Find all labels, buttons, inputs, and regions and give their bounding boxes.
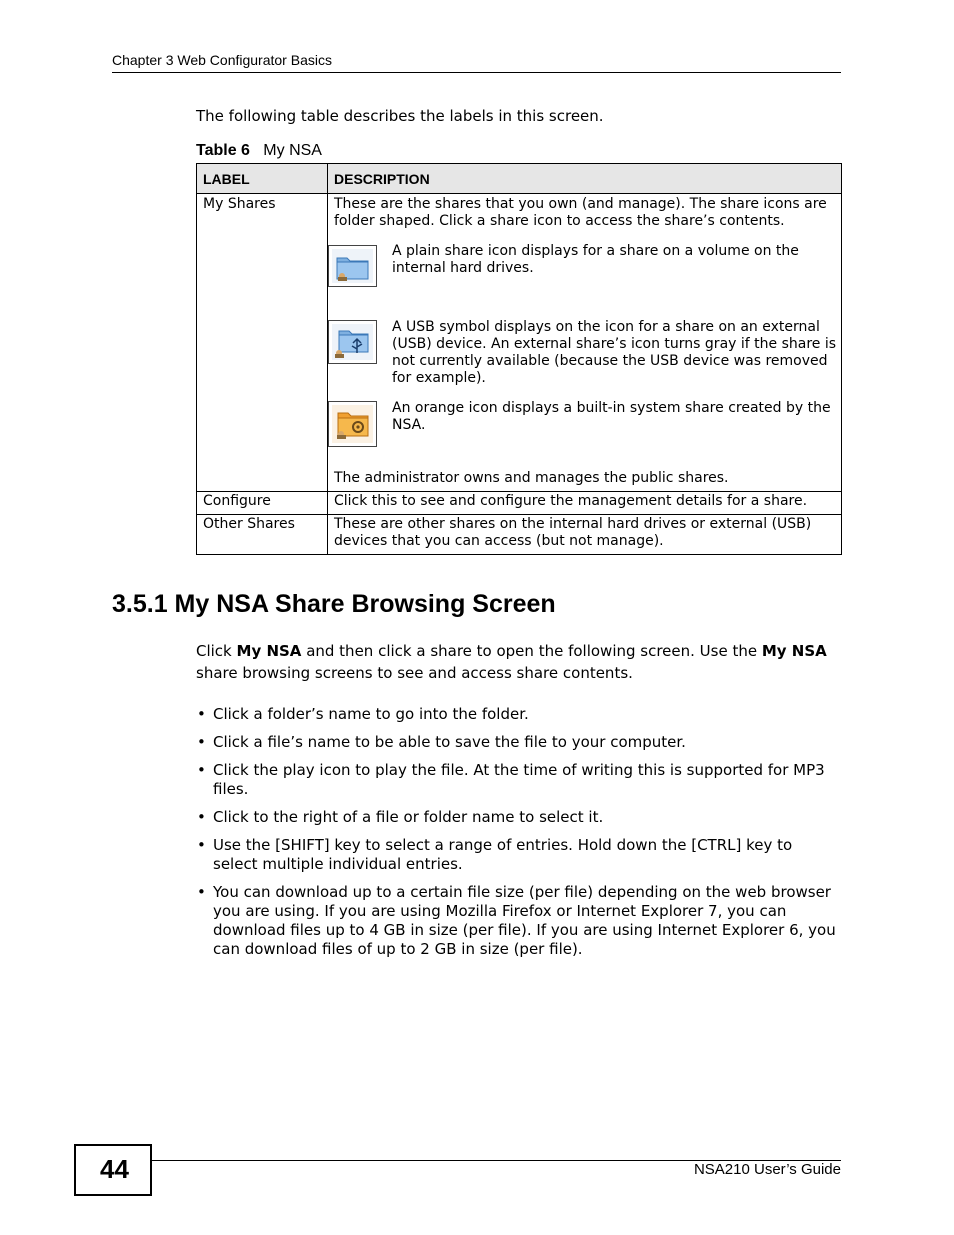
instruction-list <box>196 705 836 968</box>
para-text: share browsing screens to see and access share contents. <box>196 664 633 682</box>
section-paragraph <box>196 640 836 684</box>
para-text: Click <box>196 642 237 660</box>
table-row <box>197 194 842 492</box>
list-item: • Use the [SHIFT] key to select a range of entries. Hold down the [CTRL] key to select multiple individual entries. <box>196 836 836 874</box>
table-row <box>197 515 842 555</box>
list-item: • Click a file’s name to be able to save the file to your computer. <box>196 733 836 752</box>
row-label-configure: Configure <box>203 493 271 509</box>
page-number: 44 <box>100 1154 129 1184</box>
usb-share-text: A USB symbol displays on the icon for a share on an external (USB) device. An external share’s icon turns gray if the share is not currently available (because the USB device was removed for example). <box>392 319 837 386</box>
row-desc-other-shares: These are other shares on the internal hard drives or external (USB) devices that you can access (but not manage). <box>334 516 812 549</box>
plain-share-text: A plain share icon displays for a share on a volume on the internal hard drives. <box>392 243 799 276</box>
system-share-icon <box>328 401 377 447</box>
intro-text: The following table describes the labels in this screen. <box>196 107 604 125</box>
header-description: DESCRIPTION <box>328 164 842 194</box>
page-number-box <box>74 1144 152 1196</box>
row-desc-configure: Click this to see and configure the management details for a share. <box>334 493 808 509</box>
para-bold-my-nsa: My NSA <box>236 642 302 660</box>
usb-share-icon <box>328 320 377 364</box>
my-shares-description: These are the shares that you own (and manage). The share icons are folder shaped. Click a share icon to access the share’s contents. <box>334 196 827 229</box>
guide-title: NSA210 User’s Guide <box>693 1161 841 1178</box>
plain-share-row <box>328 243 841 303</box>
list-item: • Click the play icon to play the file. At the time of writing this is supported for MP3 files. <box>196 761 836 799</box>
section-heading: 3.5.1 My NSA Share Browsing Screen <box>112 590 556 618</box>
row-label-other-shares: Other Shares <box>203 516 295 532</box>
row-label-my-shares: My Shares <box>203 196 276 212</box>
para-text: and then click a share to open the following screen. Use the <box>301 642 762 660</box>
folder-share-icon <box>328 245 377 287</box>
table-caption <box>196 142 322 160</box>
labels-table <box>196 163 842 555</box>
usb-share-row <box>328 319 841 396</box>
page-header <box>112 52 841 73</box>
list-item: • Click a folder’s name to go into the folder. <box>196 705 836 724</box>
table-number: Table 6 <box>196 142 250 159</box>
list-item: • You can download up to a certain file size (per file) depending on the web browser you are using. If you are using Mozilla Firefox or Internet Explorer 7, you can download files up to 4 GB in size (per file). If you are using Internet Explorer 6, you can download files of up to 2 GB in size (per file). <box>196 883 836 959</box>
chapter-title: Chapter 3 Web Configurator Basics <box>112 52 332 68</box>
list-item: • Click to the right of a file or folder name to select it. <box>196 808 836 827</box>
system-share-row <box>328 400 841 470</box>
table-header-row <box>197 164 842 194</box>
row-desc-my-shares <box>328 194 842 492</box>
public-shares-note: The administrator owns and manages the public shares. <box>334 470 729 486</box>
system-share-text: An orange icon displays a built-in system share created by the NSA. <box>392 400 831 433</box>
para-bold-my-nsa: My NSA <box>761 642 827 660</box>
table-title: My NSA <box>263 142 322 159</box>
header-label: LABEL <box>197 164 328 194</box>
table-row <box>197 492 842 515</box>
